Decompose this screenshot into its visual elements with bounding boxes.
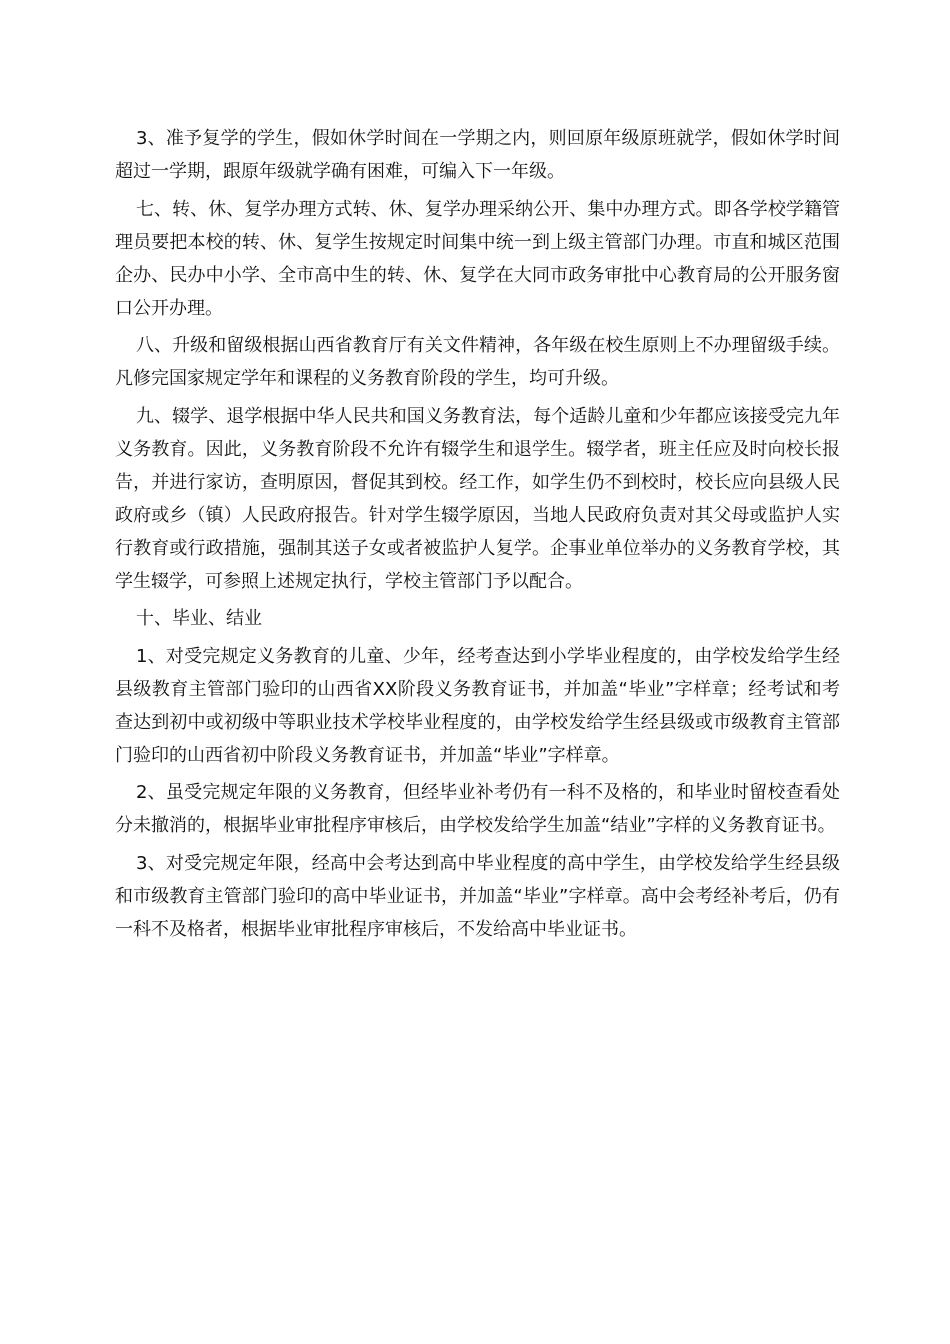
- paragraph-resumption-rule: 3、准予复学的学生，假如休学时间在一学期之内，则回原年级原班就学，假如休学时间超过一学期，跟原年级就学确有困难，可编入下一年级。: [115, 128, 840, 182]
- paragraph-graduation-rule-2: 2、虽受完规定年限的义务教育，但经毕业补考仍有一科不及格的，和毕业时留校查看处分未撤消的，根据毕业审批程序审核后，由学校发给学生加盖“结业”字样的义务教育证书。: [115, 782, 840, 836]
- paragraph-graduation-rule-1: 1、对受完规定义务教育的儿童、少年，经考查达到小学毕业程度的，由学校发给学生经县级教育主管部门验印的山西省XX阶段义务教育证书，并加盖“毕业”字样章；经考试和考查达到初中或初级中等职业技术学校毕业程度的，由学校发给学生经县级或市级教育主管部门验印的山西省初中阶段义务教育证书，并加盖“毕业”字样章。: [115, 645, 840, 766]
- paragraph-promotion-retention: 八、升级和留级根据山西省教育厅有关文件精神，各年级在校生原则上不办理留级手续。凡修完国家规定学年和课程的义务教育阶段的学生，均可升级。: [115, 335, 840, 389]
- section-heading-graduation: 十、毕业、结业: [136, 608, 262, 629]
- paragraph-graduation-rule-3: 3、对受完规定年限，经高中会考达到高中毕业程度的高中学生，由学校发给学生经县级和市级教育主管部门验印的高中毕业证书，并加盖“毕业”字样章。高中会考经补考后，仍有一科不及格者，根据毕业审批程序审核后，不发给高中毕业证书。: [115, 852, 840, 940]
- paragraph-transfer-procedure: 七、转、休、复学办理方式转、休、复学办理采纳公开、集中办理方式。即各学校学籍管理员要把本校的转、休、复学生按规定时间集中统一到上级主管部门办理。市直和城区范围企办、民办中小学、全市高中生的转、休、复学在大同市政务审批中心教育局的公开服务窗口公开办理。: [115, 198, 840, 319]
- document-body: [115, 122, 840, 950]
- paragraph-dropout-withdrawal: 九、辍学、退学根据中华人民共和国义务教育法，每个适龄儿童和少年都应该接受完九年义务教育。因此，义务教育阶段不允许有辍学生和退学生。辍学者，班主任应及时向校长报告，并进行家访，查明原因，督促其到校。经工作，如学生仍不到校时，校长应向县级人民政府或乡（镇）人民政府报告。针对学生辍学原因，当地人民政府负责对其父母或监护人实行教育或行政措施，强制其送子女或者被监护人复学。企事业单位举办的义务教育学校，其学生辍学，可参照上述规定执行，学校主管部门予以配合。: [115, 405, 840, 592]
